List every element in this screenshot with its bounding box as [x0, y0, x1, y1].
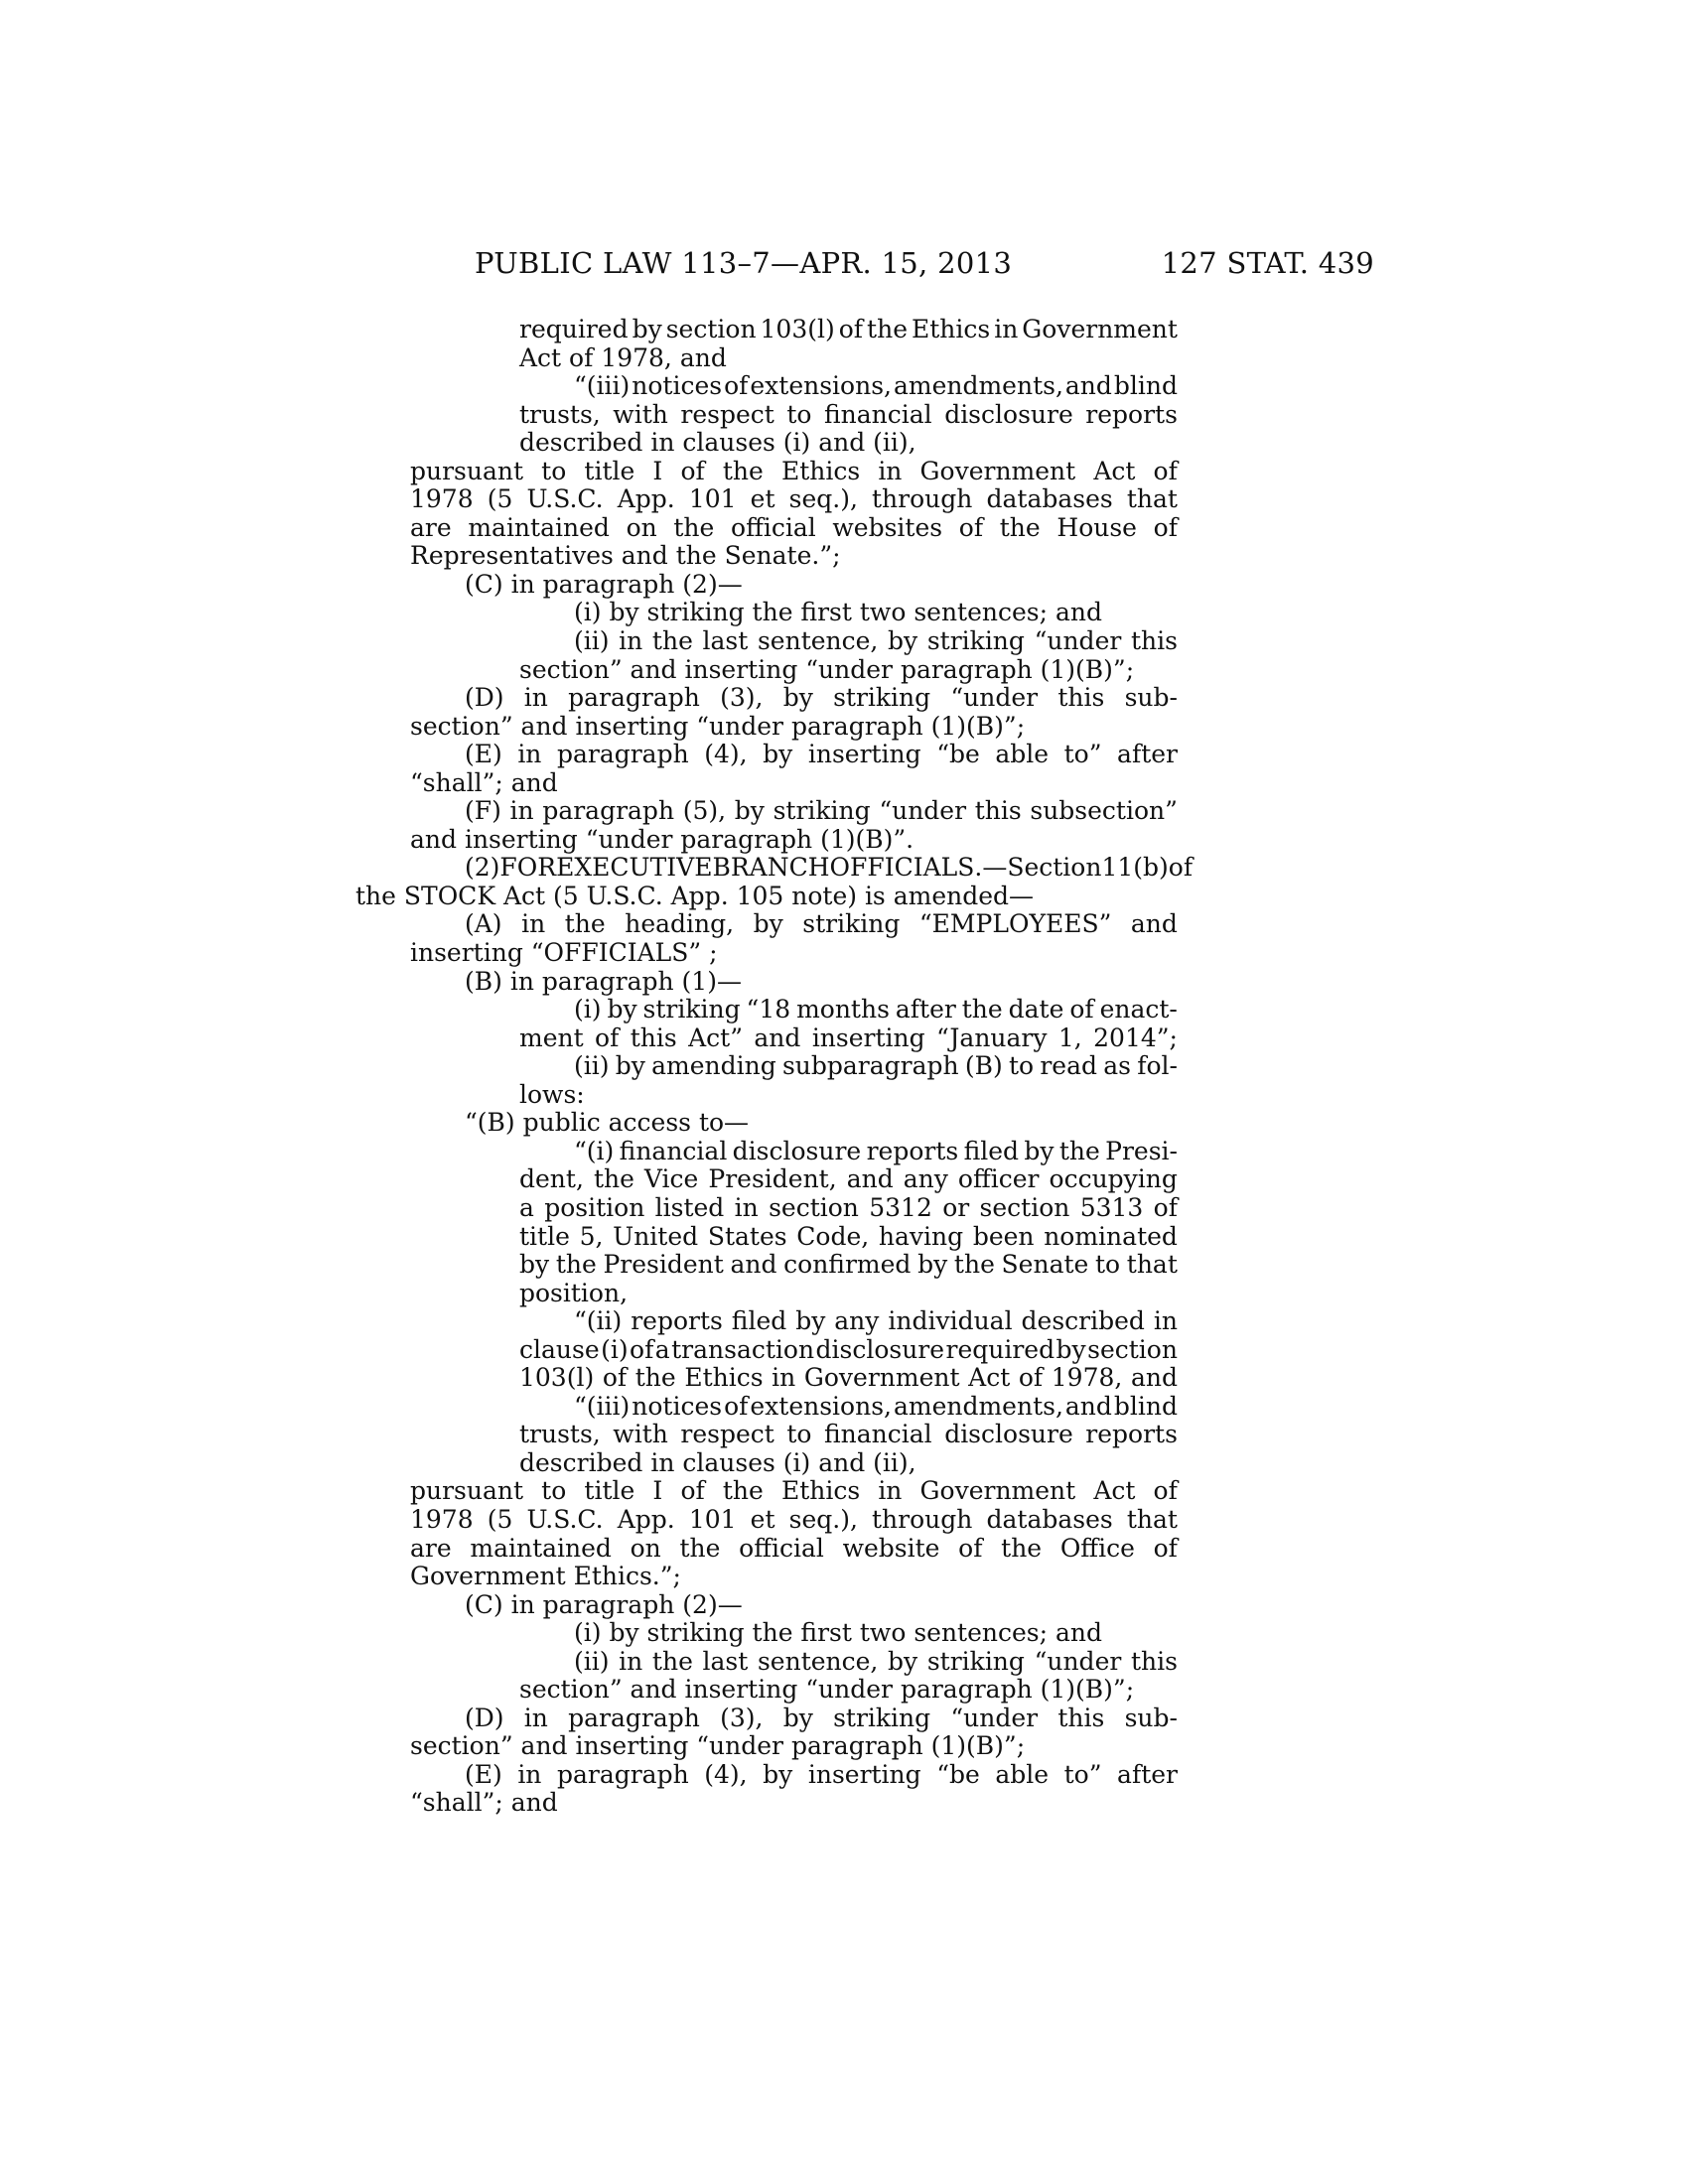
text-line: (ii) in the last sentence, by striking “under this — [574, 1646, 1178, 1676]
text-line: (C) in paragraph (2)— — [465, 569, 743, 599]
text-line: (ii) in the last sentence, by striking “under this — [574, 626, 1178, 656]
text-line: pursuant to title I of the Ethics in Government Act of — [410, 1476, 1178, 1506]
text-line: by the President and confirmed by the Senate to that — [519, 1250, 1178, 1280]
text-line: 1978 (5 U.S.C. App. 101 et seq.), through databases that — [410, 1504, 1178, 1534]
text-line: “shall”; and — [410, 767, 558, 797]
text-line: (C) in paragraph (2)— — [465, 1589, 743, 1619]
page-header — [0, 246, 1688, 286]
text-line: the STOCK Act (5 U.S.C. App. 105 note) is amended— — [355, 881, 1035, 910]
text-line: clause (i) of a transaction disclosure required by section — [519, 1334, 1178, 1364]
text-line: Representatives and the Senate.”; — [410, 541, 841, 571]
text-line: inserting “OFFICIALS” ; — [410, 938, 718, 968]
text-line: ment of this Act” and inserting “January 1, 2014”; — [519, 1023, 1178, 1052]
text-line: section” and inserting “under paragraph (1)(B)”; — [410, 1731, 1026, 1761]
text-line: title 5, United States Code, having been nominated — [519, 1221, 1178, 1251]
text-line: are maintained on the official website of the Office of — [410, 1533, 1178, 1563]
public-law-title: PUBLIC LAW 113–7—APR. 15, 2013 — [475, 246, 1013, 280]
text-line: (E) in paragraph (4), by inserting “be able to” after — [465, 740, 1178, 769]
text-line: section” and inserting “under paragraph (1)(B)”; — [410, 711, 1026, 741]
text-line: described in clauses (i) and (ii), — [519, 1447, 916, 1477]
text-line: (ii) by amending subparagraph (B) to read as fol- — [574, 1051, 1178, 1081]
text-line: trusts, with respect to financial disclosure reports — [519, 399, 1178, 429]
body-text — [355, 315, 1194, 1818]
text-line: (D) in paragraph (3), by striking “under this sub- — [465, 683, 1178, 713]
text-line: “(ii) reports filed by any individual described in — [574, 1306, 1178, 1336]
text-line: “shall”; and — [410, 1788, 558, 1818]
text-line: and inserting “under paragraph (1)(B)”. — [410, 824, 914, 854]
text-line: section” and inserting “under paragraph (1)(B)”; — [519, 654, 1135, 684]
text-line: (A) in the heading, by striking “EMPLOYEES” and — [465, 909, 1178, 939]
text-line: Act of 1978, and — [519, 342, 727, 372]
text-line: pursuant to title I of the Ethics in Government Act of — [410, 456, 1178, 485]
text-line: described in clauses (i) and (ii), — [519, 428, 916, 458]
text-line: (2) FOR EXECUTIVE BRANCH OFFICIALS.—Section 11(b) of — [465, 853, 1194, 883]
text-line: “(iii) notices of extensions, amendments, and blind — [574, 1391, 1178, 1421]
text-line: “(B) public access to— — [465, 1108, 750, 1138]
text-line: “(i) financial disclosure reports filed by the Presi- — [574, 1136, 1178, 1165]
text-line: (E) in paragraph (4), by inserting “be able to” after — [465, 1759, 1178, 1789]
text-line: position, — [519, 1278, 629, 1307]
text-line: “(iii) notices of extensions, amendments, and blind — [574, 371, 1178, 401]
statute-page-number: 127 STAT. 439 — [1161, 246, 1374, 280]
text-line: required by section 103(l) of the Ethics in Government — [519, 315, 1178, 343]
text-line: dent, the Vice President, and any officer occupying — [519, 1164, 1178, 1194]
text-line: Government Ethics.”; — [410, 1562, 681, 1591]
text-line: trusts, with respect to financial disclosure reports — [519, 1420, 1178, 1449]
text-line: section” and inserting “under paragraph (1)(B)”; — [519, 1675, 1135, 1705]
text-line: are maintained on the official websites of the House of — [410, 512, 1178, 542]
text-line: (i) by striking the first two sentences; and — [574, 598, 1102, 627]
text-line: a position listed in section 5312 or section 5313 of — [519, 1192, 1178, 1222]
text-line: 1978 (5 U.S.C. App. 101 et seq.), through databases that — [410, 484, 1178, 514]
text-line: lows: — [519, 1079, 585, 1109]
text-line: (B) in paragraph (1)— — [465, 966, 742, 996]
text-line: (F) in paragraph (5), by striking “under this subsection” — [465, 796, 1178, 826]
text-line: 103(l) of the Ethics in Government Act of 1978, and — [519, 1363, 1178, 1393]
text-line: (D) in paragraph (3), by striking “under this sub- — [465, 1703, 1178, 1732]
text-line: (i) by striking “18 months after the date of enact- — [574, 995, 1178, 1024]
text-line: (i) by striking the first two sentences; and — [574, 1618, 1102, 1648]
